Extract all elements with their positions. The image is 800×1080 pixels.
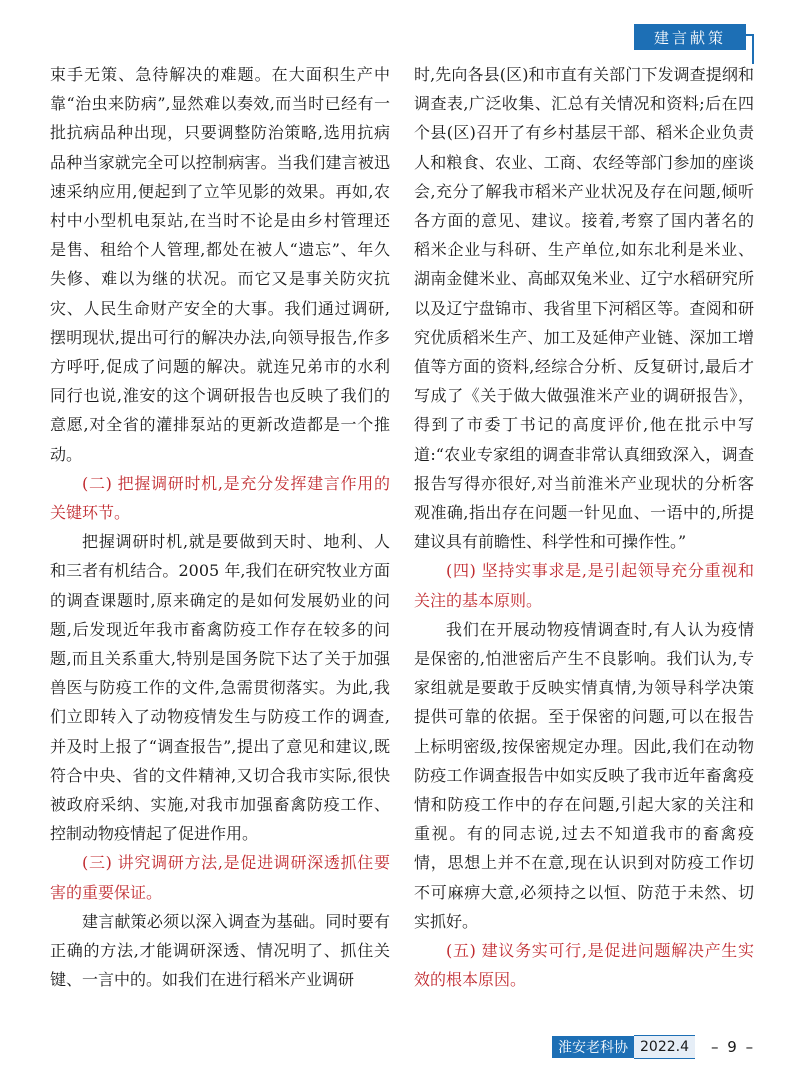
paragraph: 束手无策、急待解决的难题。在大面积生产中靠“治虫来防病”,显然难以奏效,而当时已经有一批抗病品种出现，只要调整防治策略,选用抗病品种当家就完全可以控制病害。当我们建言被迅速采纳应用,便起到了立竿见影的效果。再如,农村中小型机电泵站,在当时不论是由乡村管理还是售、租给个人管理,都处在被人“遗忘”、年久失修、难以为继的状况。而它又是事关防灾抗灾、人民生命财产安全的大事。我们通过调研,摆明现状,提出可行的解决办法,向领导报告,作多方呼吁,促成了问题的解决。就连兄弟市的水利同行也说,淮安的这个调研报告也反映了我们的意愿,对全省的灌排泵站的更新改造都是一个推动。 — [50, 65, 390, 464]
paragraph: 我们在开展动物疫情调查时,有人认为疫情是保密的,怕泄密后产生不良影响。我们认为,专家组就是要敢于反映实情真情,为领导科学决策提供可靠的依据。至于保密的问题,可以在报告上标明密级,按保密规定办理。因此,我们在动物防疫工作调查报告中如实反映了我市近年畜禽疫情和防疫工作中的存在问题,引起大家的关注和重视。有的同志说,过去不知道我市的畜禽疫情，思想上并不在意,现在认识到对防疫工作切不可麻痹大意,必须持之以恒、防范于未然、切实抓好。 — [414, 619, 754, 931]
left-column — [50, 60, 390, 995]
issue-number: 2022.4 — [634, 1035, 695, 1059]
section-heading: (五) 建议务实可行,是促进问题解决产生实效的根本原因。 — [414, 941, 754, 990]
section-heading: (三) 讲究调研方法,是促进调研深透抓住要害的重要保证。 — [50, 853, 390, 902]
page-footer — [552, 1036, 755, 1058]
paragraph: 把握调研时机,就是要做到天时、地利、人和三者有机结合。2005 年,我们在研究牧业方面的调查课题时,原来确定的是如何发展奶业的问题,后发现近年我市畜禽防疫工作存在较多的问题,而且关系重大,特别是国务院下达了关于加强兽医与防疫工作的文件,急需贯彻落实。为此,我们立即转入了动物疫情发生与防疫工作的调查,并及时上报了“调查报告”,提出了意见和建议,既符合中央、省的文件精神,又切合我市实际,很快被政府采纳、实施,对我市加强畜禽防疫工作、控制动物疫情起了促进作用。 — [50, 532, 390, 844]
section-tag: 建言献策 — [634, 24, 746, 50]
paragraph: 时,先向各县(区)和市直有关部门下发调查提纲和调查表,广泛收集、汇总有关情况和资料;后在四个县(区)召开了有乡村基层干部、稻米企业负责人和粮食、农业、工商、农经等部门参加的座谈会,充分了解我市稻米产业状况及存在问题,倾听各方面的意见、建议。接着,考察了国内著名的稻米企业与科研、生产单位,如东北利是米业、湖南金健米业、高邮双兔米业、辽宁水稻研究所以及辽宁盘锦市、我省里下河稻区等。查阅和研究优质稻米生产、加工及延伸产业链、深加工增值等方面的资料,经综合分析、反复研讨,最后才写成了《关于做大做强淮米产业的调研报告》，得到了市委丁书记的高度评价,他在批示中写道:“农业专家组的调查非常认真细致深入，调查报告写得亦很好,对当前淮米产业现状的分析客观准确,指出存在问题一针见血、一语中的,所提建议具有前瞻性、科学性和可操作性。” — [414, 65, 754, 552]
page-number: – 9 – — [711, 1038, 756, 1056]
paragraph: 建言献策必须以深入调查为基础。同时要有正确的方法,才能调研深透、情况明了、抓住关键、一言中的。如我们在进行稻米产业调研 — [50, 911, 390, 990]
journal-name: 淮安老科协 — [552, 1036, 634, 1058]
section-heading: (二) 把握调研时机,是充分发挥建言作用的关键环节。 — [50, 473, 390, 523]
right-column — [414, 60, 754, 995]
section-heading: (四) 坚持实事求是,是引起领导充分重视和关注的基本原则。 — [414, 561, 754, 610]
